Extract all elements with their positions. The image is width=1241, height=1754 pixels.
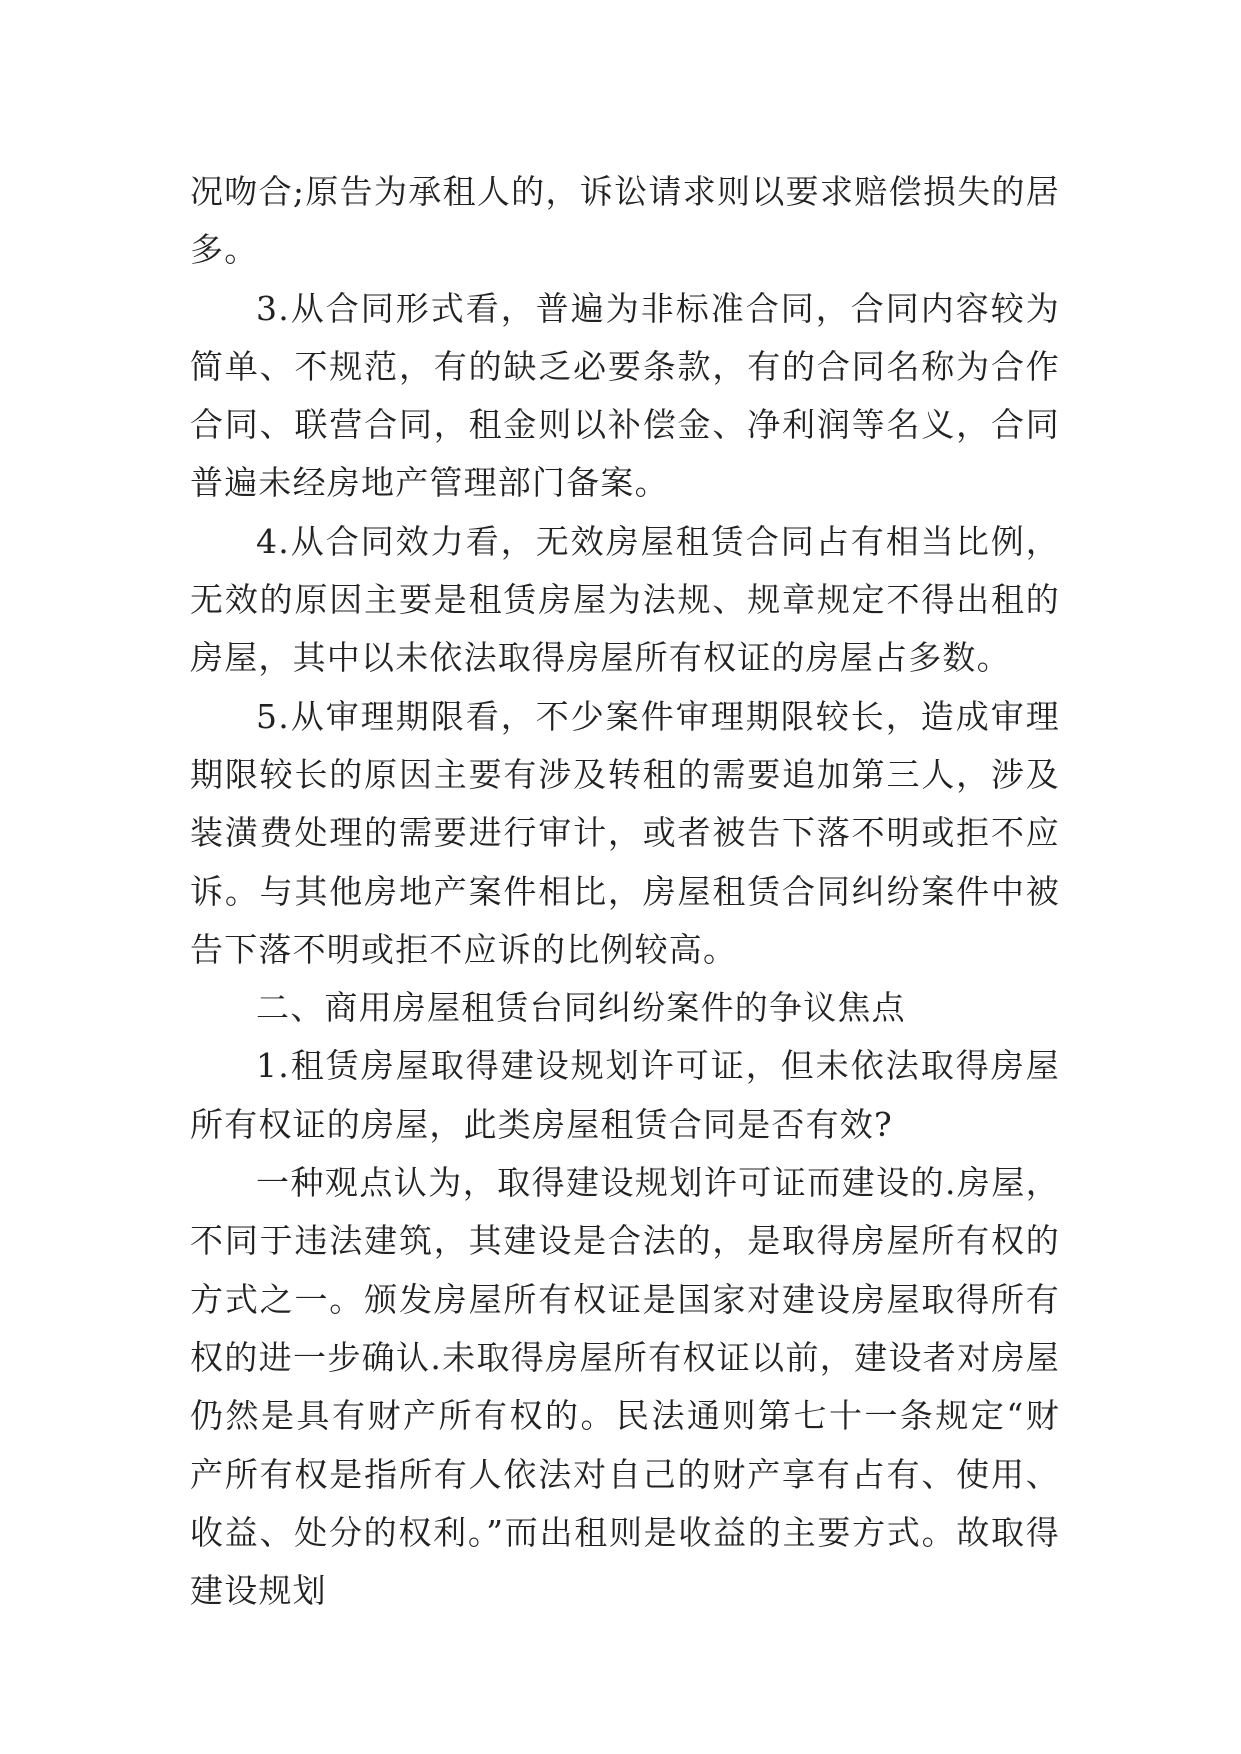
paragraph: 1.租赁房屋取得建设规划许可证，但未依法取得房屋所有权证的房屋，此类房屋租赁合同是否有效? [190, 1046, 1060, 1144]
section-heading: 二、商用房屋租赁台同纠纷案件的争议焦点 [256, 988, 906, 1028]
paragraph: 况吻合;原告为承租人的，诉讼请求则以要求赔偿损失的居多。 [190, 172, 1060, 270]
body-text [190, 163, 1060, 1620]
paragraph: 一种观点认为，取得建设规划许可证而建设的.房屋，不同于违法建筑，其建设是合法的，是取得房屋所有权的方式之一。颁发房屋所有权证是国家对建设房屋取得所有权的进一步确认.未取得房屋所有权证以前，建设者对房屋仍然是具有财产所有权的。民法通则第七十一条规定“财产所有权是指所有人依法对自己的财产享有占有、使用、收益、处分的权利。”而出租则是收益的主要方式。故取得建设规划 [190, 1163, 1060, 1611]
paragraph: 5.从审理期限看，不少案件审理期限较长，造成审理期限较长的原因主要有涉及转租的需要追加第三人，涉及装潢费处理的需要进行审计，或者被告下落不明或拒不应诉。与其他房地产案件相比，房屋租赁合同纠纷案件中被告下落不明或拒不应诉的比例较高。 [190, 696, 1060, 969]
paragraph: 3.从合同形式看，普遍为非标准合同，合同内容较为简单、不规范，有的缺乏必要条款，有的合同名称为合作合同、联营合同，租金则以补偿金、净利润等名义，合同普遍未经房地产管理部门备案。 [190, 288, 1060, 503]
paragraph: 4.从合同效力看，无效房屋租赁合同占有相当比例，无效的原因主要是租赁房屋为法规、规章规定不得出租的房屋，其中以未依法取得房屋所有权证的房屋占多数。 [190, 521, 1060, 678]
